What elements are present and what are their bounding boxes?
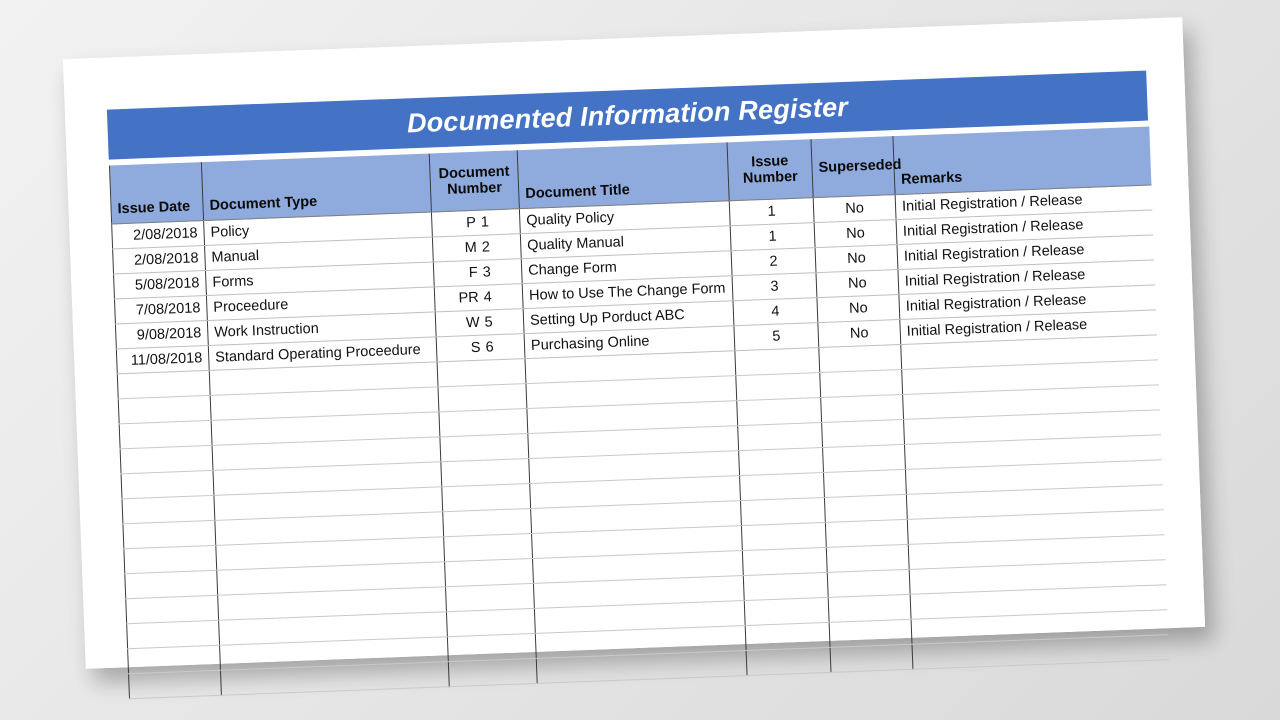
cell-superseded: [823, 444, 906, 472]
cell-document-number: 2: [478, 234, 521, 261]
cell-issue-date: [123, 520, 216, 548]
cell-remarks: Initial Registration / Release: [896, 210, 1153, 245]
document-sheet: [63, 17, 1205, 669]
cell-document-title: Quality Manual: [520, 226, 731, 259]
document-page: [63, 17, 1205, 669]
cell-remarks: Initial Registration / Release: [895, 185, 1152, 220]
cell-document-number: [490, 533, 533, 560]
cell-issue-number: 2: [731, 248, 816, 276]
cell-document-number: [488, 484, 531, 511]
cell-issue-date: 5/08/2018: [114, 271, 207, 299]
cell-issue-date: [124, 545, 217, 573]
cell-document-number: [493, 633, 536, 660]
cell-issue-number: [738, 423, 823, 451]
cell-document-title: Purchasing Online: [524, 326, 735, 359]
cell-superseded: No: [817, 295, 900, 323]
cell-document-prefix: [446, 585, 493, 612]
cell-document-type: Standard Operating Proceedure: [208, 337, 437, 371]
cell-document-type: Policy: [204, 212, 433, 246]
cell-issue-date: 11/08/2018: [116, 345, 209, 373]
cell-issue-number: [745, 622, 830, 650]
cell-superseded: No: [813, 195, 896, 223]
cell-issue-date: 2/08/2018: [112, 221, 205, 249]
cell-document-prefix: [441, 460, 488, 487]
cell-document-prefix: [442, 485, 489, 512]
cell-document-type: Proceedure: [206, 287, 435, 321]
cell-document-prefix: [440, 435, 487, 462]
cell-superseded: [822, 419, 905, 447]
cell-document-number: [484, 384, 527, 411]
cell-issue-number: [735, 348, 820, 376]
cell-issue-date: [118, 395, 211, 423]
cell-issue-number: [744, 597, 829, 625]
cell-superseded: [827, 569, 910, 597]
cell-document-number: [491, 558, 534, 585]
column-header-document-type: Document Type: [201, 154, 431, 221]
cell-issue-number: [736, 373, 821, 401]
cell-superseded: [821, 394, 904, 422]
cell-document-prefix: [438, 385, 485, 412]
cell-document-prefix: [443, 510, 490, 537]
cell-superseded: [829, 619, 912, 647]
column-header-superseded: Superseded: [811, 136, 895, 198]
cell-issue-number: [743, 572, 828, 600]
cell-issue-date: [127, 620, 220, 648]
cell-issue-date: 9/08/2018: [115, 320, 208, 348]
cell-issue-date: [119, 420, 212, 448]
cell-issue-number: 4: [733, 298, 818, 326]
cell-issue-number: 3: [732, 273, 817, 301]
cell-remarks: Initial Registration / Release: [900, 310, 1157, 345]
cell-document-title: Quality Policy: [519, 201, 730, 234]
cell-document-prefix: M: [432, 235, 479, 262]
cell-document-prefix: [448, 660, 495, 687]
cell-superseded: No: [814, 220, 897, 248]
column-header-issue-number: Issue Number: [727, 139, 813, 201]
cell-document-prefix: P: [431, 210, 478, 237]
cell-document-number: [487, 459, 530, 486]
cell-document-type: Forms: [205, 262, 434, 296]
cell-document-prefix: [437, 360, 484, 387]
cell-document-prefix: F: [433, 260, 480, 287]
cell-superseded: [828, 594, 911, 622]
cell-issue-number: [740, 472, 825, 500]
cell-document-number: 3: [479, 259, 522, 286]
cell-issue-date: [117, 370, 210, 398]
cell-issue-date: 2/08/2018: [113, 246, 206, 274]
cell-superseded: [824, 494, 907, 522]
cell-document-prefix: [444, 535, 491, 562]
cell-document-prefix: [439, 410, 486, 437]
cell-issue-number: [739, 447, 824, 475]
cell-document-prefix: [446, 610, 493, 637]
cell-document-prefix: W: [435, 310, 482, 337]
cell-document-number: 4: [480, 284, 523, 311]
page-title: Documented Information Register: [406, 91, 849, 138]
cell-issue-number: [737, 398, 822, 426]
cell-issue-number: 1: [730, 223, 815, 251]
cell-issue-number: [742, 547, 827, 575]
column-header-document-title: Document Title: [517, 142, 729, 208]
cell-superseded: [825, 519, 908, 547]
cell-issue-date: [125, 570, 218, 598]
cell-document-type: Manual: [205, 237, 434, 271]
cell-issue-date: [128, 645, 221, 673]
cell-document-number: 5: [481, 309, 524, 336]
cell-issue-date: [122, 495, 215, 523]
column-header-issue-date: Issue Date: [109, 162, 203, 224]
cell-document-title: Change Form: [521, 251, 732, 284]
cell-document-number: 1: [477, 209, 520, 236]
cell-document-prefix: S: [436, 335, 483, 362]
cell-issue-date: [120, 445, 213, 473]
cell-superseded: [830, 644, 913, 672]
cell-superseded: [823, 469, 906, 497]
cell-issue-number: [740, 497, 825, 525]
cell-document-type: Work Instruction: [207, 312, 436, 346]
cell-issue-date: [126, 595, 219, 623]
cell-issue-number: [741, 522, 826, 550]
cell-document-number: [491, 583, 534, 610]
cell-document-title: How to Use The Change Form: [522, 276, 733, 309]
documented-information-register-table: [109, 127, 1169, 700]
cell-superseded: No: [815, 245, 898, 273]
cell-issue-date: [121, 470, 214, 498]
cell-document-number: [492, 608, 535, 635]
cell-superseded: [826, 544, 909, 572]
cell-document-number: 6: [482, 334, 525, 361]
cell-remarks: Initial Registration / Release: [898, 260, 1155, 295]
cell-document-prefix: [445, 560, 492, 587]
cell-remarks: Initial Registration / Release: [899, 285, 1156, 320]
column-header-remarks: Remarks: [893, 127, 1151, 195]
cell-document-prefix: [447, 635, 494, 662]
cell-superseded: [819, 344, 902, 372]
cell-superseded: No: [816, 270, 899, 298]
cell-document-number: [483, 359, 526, 386]
cell-document-number: [494, 658, 537, 685]
cell-document-number: [485, 409, 528, 436]
cell-issue-number: [746, 647, 831, 675]
cell-issue-date: [129, 670, 222, 698]
cell-superseded: No: [818, 320, 901, 348]
cell-remarks: Initial Registration / Release: [897, 235, 1154, 270]
table-body: [112, 185, 1169, 699]
cell-document-prefix: PR: [434, 285, 481, 312]
cell-document-number: [489, 508, 532, 535]
cell-document-title: Setting Up Porduct ABC: [523, 301, 734, 334]
cell-document-number: [486, 434, 529, 461]
cell-issue-number: 1: [729, 198, 814, 226]
column-header-document-number: Document Number: [429, 150, 519, 212]
cell-issue-date: 7/08/2018: [114, 296, 207, 324]
cell-issue-number: 5: [734, 323, 819, 351]
cell-superseded: [820, 369, 903, 397]
